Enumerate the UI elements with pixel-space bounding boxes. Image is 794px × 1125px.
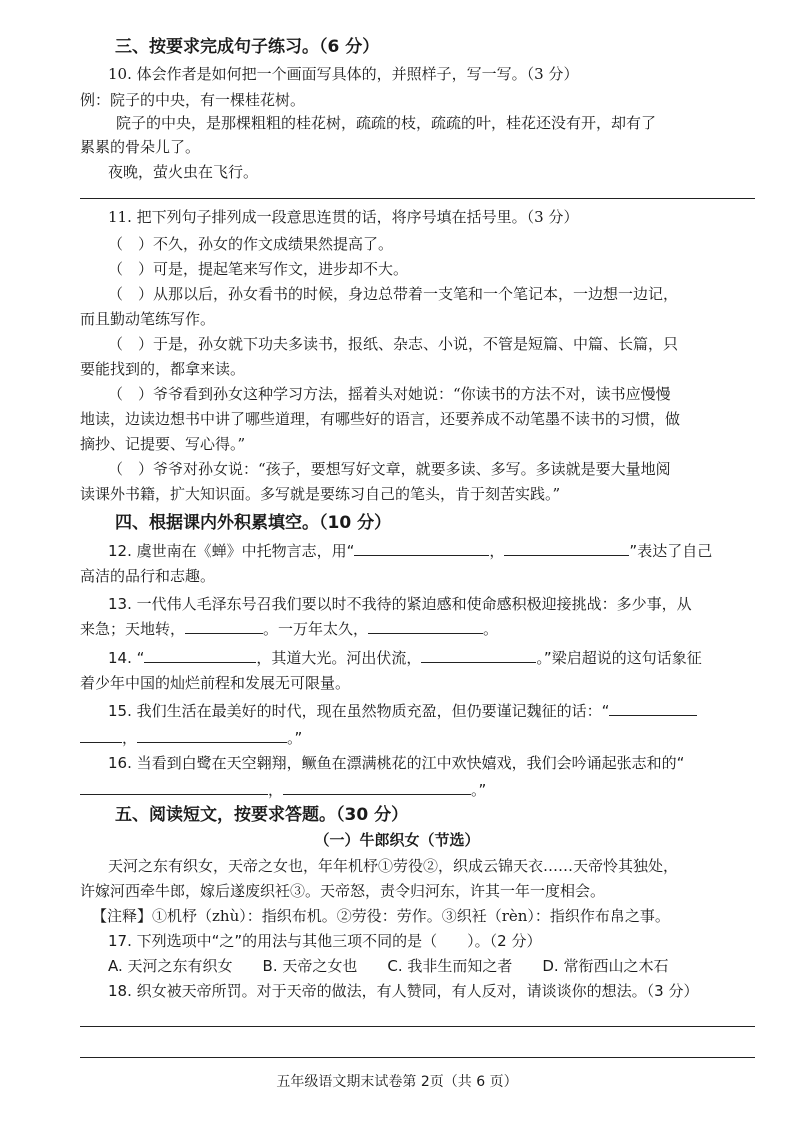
example-long-1: 院子的中央，是那棵粗粗的桂花树，疏疏的枝，疏疏的叶，桂花还没有开，却有了 — [116, 114, 657, 132]
question-13: 13. 一代伟人毛泽东号召我们要以时不我待的紧迫感和使命感积极迎接挑战：多少事，从 — [108, 595, 692, 613]
q12-cont: 高洁的品行和志趣。 — [80, 567, 216, 585]
section-3-title: 三、按要求完成句子练习。（6 分） — [115, 37, 380, 57]
section-5-title: 五、阅读短文，按要求答题。（30 分） — [115, 805, 409, 825]
example-label: 例： — [80, 91, 111, 109]
example-line — [80, 90, 305, 110]
q16-cont — [80, 780, 486, 800]
sentence-1: （ ）不久，孙女的作文成绩果然提高了。 — [108, 235, 394, 253]
q15-sep: ， — [122, 729, 138, 747]
sentence-5c: 摘抄、记提要、写心得。” — [80, 435, 246, 453]
q14-cont: 着少年中国的灿烂前程和发展无可限量。 — [80, 674, 351, 692]
question-10: 10. 体会作者是如何把一个画面写具体的，并照样子，写一写。（3 分） — [108, 65, 579, 83]
q14-text-2: ，其道大光。河出伏流， — [256, 649, 422, 667]
q14-text-1: 14. “ — [108, 649, 145, 667]
q12-blank-2[interactable] — [504, 541, 629, 556]
q13-blank-1[interactable] — [185, 619, 263, 634]
question-16: 16. 当看到白鹭在天空翱翔，鳜鱼在漂满桃花的江中欢快嬉戏，我们会吟诵起张志和的“ — [108, 754, 685, 772]
q13-text-2: 。一万年太久， — [263, 620, 369, 638]
example-long-2: 累累的骨朵儿了。 — [80, 138, 201, 156]
question-18: 18. 织女被天帝所罚。对于天帝的做法，有人赞同，有人反对，请谈谈你的想法。（3 分） — [108, 982, 699, 1000]
prompt-sentence: 夜晚，萤火虫在飞行。 — [108, 163, 259, 181]
q15-blank-3[interactable] — [137, 728, 287, 743]
sentence-4b: 要能找到的，都拿来读。 — [80, 360, 246, 378]
passage-title: （一）牛郎织女（节选） — [314, 831, 480, 849]
sentence-4a: （ ）于是，孙女就下功夫多读书，报纸、杂志、小说，不管是短篇、中篇、长篇，只 — [108, 335, 679, 353]
q15-blank-1[interactable] — [609, 701, 697, 716]
sentence-5a: （ ）爷爷看到孙女这种学习方法，摇着头对她说：“你读书的方法不对，读书应慢慢 — [108, 385, 671, 403]
q13-text-1: 来急；天地转， — [80, 620, 186, 638]
q14-blank-1[interactable] — [144, 648, 256, 663]
answer-line-18b[interactable] — [80, 1057, 755, 1058]
passage-line-2: 许嫁河西牵牛郎，嫁后遂废织衽③。天帝怒，责令归河东，许其一年一度相会。 — [80, 882, 606, 900]
question-13-cont — [80, 619, 498, 639]
question-17-options: A. 天河之东有织女 B. 天帝之女也 C. 我非生而知之者 D. 常衔西山之木石 — [108, 957, 669, 975]
question-17: 17. 下列选项中“之”的用法与其他三项不同的是（ ）。（2 分） — [108, 932, 542, 950]
q12-blank-1[interactable] — [354, 541, 489, 556]
example-short: 院子的中央，有一棵桂花树。 — [110, 91, 306, 109]
q12-text-a: 12. 虞世南在《蝉》中托物言志，用“ — [108, 542, 355, 560]
sentence-6b: 读课外书籍，扩大知识面。多写就是要练习自己的笔头，肯于刻苦实践。” — [80, 485, 561, 503]
q16-sep: ， — [268, 781, 284, 799]
question-12 — [108, 541, 712, 561]
sentence-5b: 地读，边读边想书中讲了哪些道理，有哪些好的语言，还要养成不动笔墨不读书的习惯，做 — [80, 410, 681, 428]
section-4-title: 四、根据课内外积累填空。（10 分） — [115, 513, 392, 533]
q16-blank-1[interactable] — [80, 780, 268, 795]
q16-blank-2[interactable] — [283, 780, 471, 795]
q12-text-b: ”表达了自己 — [629, 542, 713, 560]
sentence-2: （ ）可是，提起笔来写作文，进步却不大。 — [108, 260, 409, 278]
question-15 — [108, 701, 697, 721]
q15-text: 15. 我们生活在最美好的时代，现在虽然物质充盈，但仍要谨记魏征的话：“ — [108, 702, 610, 720]
sentence-6a: （ ）爷爷对孙女说：“孩子，要想写好文章，就要多读、多写。多读就是要大量地阅 — [108, 460, 671, 478]
page-footer: 五年级语文期末试卷第 2页（共 6 页） — [276, 1074, 518, 1090]
passage-line-1: 天河之东有织女，天帝之女也，年年机杼①劳役②，织成云锦天衣……天帝怜其独处， — [108, 857, 679, 875]
q13-blank-2[interactable] — [368, 619, 483, 634]
q13-text-3: 。 — [483, 620, 499, 638]
q14-blank-2[interactable] — [421, 648, 536, 663]
sentence-3a: （ ）从那以后，孙女看书的时候，身边总带着一支笔和一个笔记本，一边想一边记， — [108, 285, 679, 303]
annotation: 【注释】①机杼（zhù）：指织布机。②劳役：劳作。③织衽（rèn）：指织作布帛之事。 — [92, 907, 670, 925]
q16-end: 。” — [471, 781, 487, 799]
answer-line-18a[interactable] — [80, 1026, 755, 1027]
question-11: 11. 把下列句子排列成一段意思连贯的话，将序号填在括号里。（3 分） — [108, 208, 579, 226]
q15-blank-2[interactable] — [80, 728, 122, 743]
sentence-3b: 而且勤动笔练写作。 — [80, 310, 216, 328]
q15-cont — [80, 728, 302, 748]
answer-line-10[interactable] — [80, 198, 755, 199]
q15-end: 。” — [287, 729, 303, 747]
question-14 — [108, 648, 702, 668]
q14-text-3: 。”梁启超说的这句话象征 — [536, 649, 702, 667]
q12-sep: ， — [489, 542, 505, 560]
